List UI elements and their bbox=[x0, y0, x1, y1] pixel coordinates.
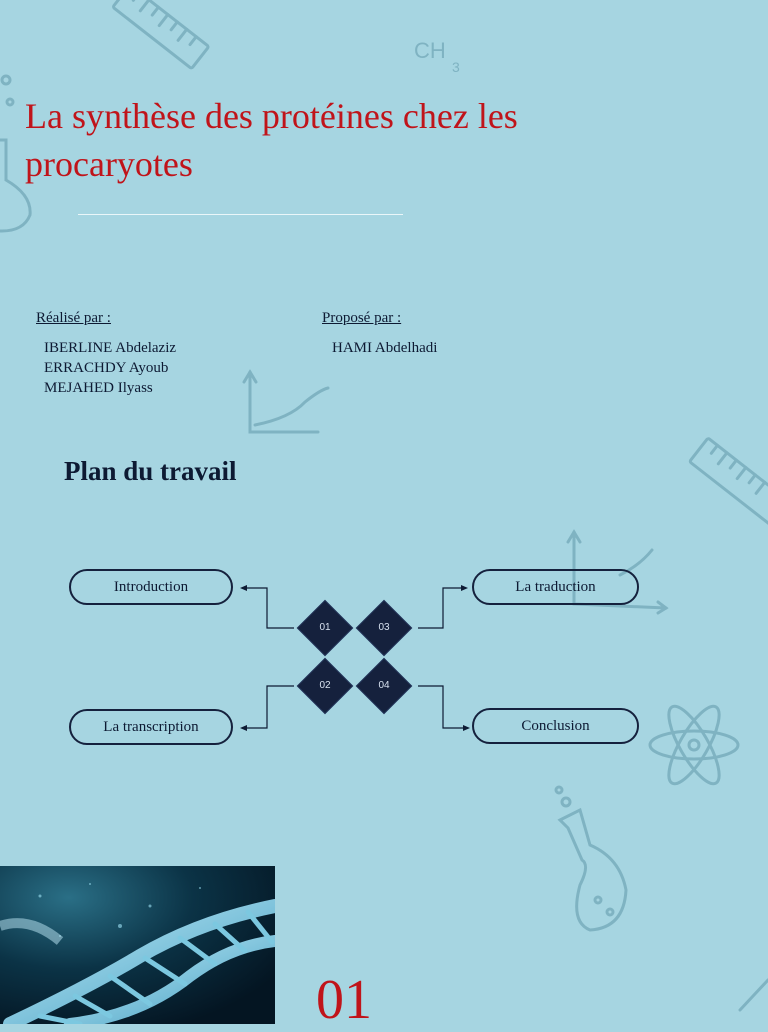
connector-01 bbox=[244, 588, 294, 628]
author-name: IBERLINE Abdelaziz bbox=[44, 338, 176, 358]
diamond-label: 02 bbox=[305, 680, 345, 691]
diamond-label: 01 bbox=[305, 622, 345, 633]
arrowhead-icon bbox=[240, 725, 247, 731]
dna-image bbox=[0, 866, 275, 1024]
author-name: ERRACHDY Ayoub bbox=[44, 358, 176, 378]
made-by-label: Réalisé par : bbox=[36, 310, 111, 327]
arrowhead-icon bbox=[461, 585, 468, 591]
diamond-label: 04 bbox=[364, 680, 404, 691]
page-title: La synthèse des protéines chez les procaryotes bbox=[25, 92, 545, 188]
author-name: MEJAHED Ilyass bbox=[44, 378, 176, 398]
plan-item-introduction: Introduction bbox=[69, 569, 233, 605]
plan-title: Plan du travail bbox=[64, 456, 237, 487]
plan-item-conclusion: Conclusion bbox=[472, 708, 639, 744]
connector-03 bbox=[418, 588, 464, 628]
section-number: 01 bbox=[316, 968, 372, 1032]
arrowhead-icon bbox=[463, 725, 470, 731]
chemical-formula-text: CH bbox=[414, 38, 446, 63]
proposed-by-label: Proposé par : bbox=[322, 310, 401, 327]
plan-item-transcription: La transcription bbox=[69, 709, 233, 745]
supervisor-name: HAMI Abdelhadi bbox=[332, 338, 437, 358]
diamond-label: 03 bbox=[364, 622, 404, 633]
arrowhead-icon bbox=[240, 585, 247, 591]
plan-item-traduction: La traduction bbox=[472, 569, 639, 605]
chemical-formula-subscript: 3 bbox=[452, 59, 460, 75]
connector-04 bbox=[418, 686, 466, 728]
connector-02 bbox=[244, 686, 294, 728]
